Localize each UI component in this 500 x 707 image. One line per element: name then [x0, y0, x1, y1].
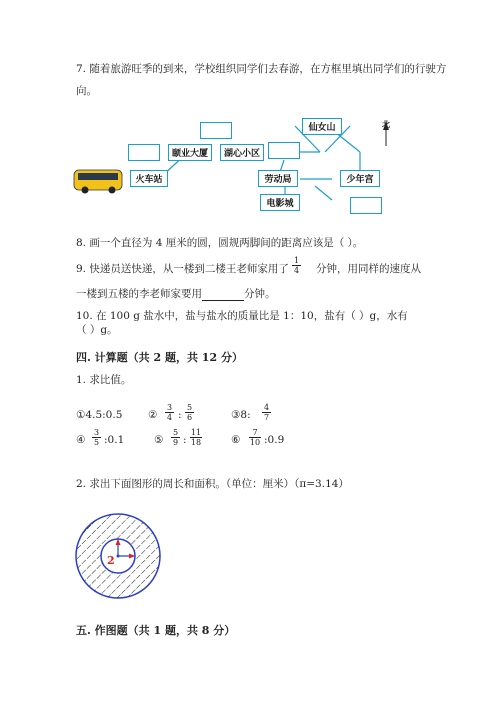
- item-sep: :: [102, 409, 106, 421]
- frac-den: 6: [186, 413, 193, 422]
- answer-box-1[interactable]: [200, 122, 232, 139]
- q10-line1: 10. 在 100 g 盐水中，盐与盐水的质量比是 1：10，盐有（ ）g，水有: [76, 310, 408, 322]
- annulus-drawing: [74, 512, 162, 600]
- ratio-item-6: [231, 433, 240, 447]
- label-laodongju: 劳动局: [258, 170, 298, 187]
- ratio-item-4: [76, 433, 85, 447]
- q9-frac-den: 4: [293, 266, 300, 275]
- ratio-item-2-b: [185, 403, 194, 422]
- direction-map: [70, 112, 410, 220]
- item-mark: ④: [76, 434, 86, 446]
- item-sep: :: [264, 434, 268, 446]
- frac-num: 3: [166, 403, 173, 412]
- frac-den: 7: [263, 413, 270, 422]
- frac-num: 4: [263, 403, 270, 412]
- frac-num: 5: [186, 403, 193, 412]
- ratio-item-2: [148, 408, 157, 422]
- item-mark: ⑥: [231, 434, 241, 446]
- q8-text: 8. 画一个直径为 4 厘米的圆，圆规两脚间的距离应该是（ ）。: [76, 237, 364, 249]
- item-b: 0.1: [107, 434, 125, 446]
- ratio-item-5-sep: :: [183, 434, 187, 446]
- section5-title: 五. 作图题（共 1 题，共 8 分）: [76, 624, 236, 637]
- ratio-item-6-a: [249, 428, 261, 447]
- label-xiannvshan: 仙女山: [302, 118, 342, 135]
- q7-line2: 向。: [76, 85, 97, 97]
- frac-num: 5: [172, 428, 179, 437]
- item-mark: ⑤: [154, 434, 164, 446]
- item-mark: ③: [231, 409, 241, 421]
- label-dianyingcheng: 电影城: [260, 194, 300, 211]
- q9-part2: 分钟，用同样的速度从: [316, 263, 421, 275]
- item-b: 0.5: [105, 409, 123, 421]
- answer-box-3[interactable]: [268, 142, 300, 159]
- label-yiye: 颐业大厦: [168, 144, 212, 161]
- q9-part1: 9. 快递员送快递，从一楼到二楼王老师家用了: [76, 263, 289, 275]
- label-shaoniangong: 少年宫: [340, 170, 380, 187]
- radius-label: 2: [107, 554, 115, 567]
- frac-den: 5: [93, 438, 100, 447]
- frac-den: 18: [190, 438, 202, 447]
- ratio-item-4-a: [92, 428, 101, 447]
- label-huochezhan: 火车站: [130, 170, 168, 187]
- annulus-figure: [74, 512, 162, 600]
- frac-num: 3: [93, 428, 100, 437]
- ratio-item-3-b: [262, 403, 271, 422]
- ratio-item-5-a: [171, 428, 180, 447]
- item-sep: :: [104, 434, 108, 446]
- frac-num: 7: [252, 428, 258, 437]
- ratio-item-2-sep: :: [178, 409, 182, 421]
- q9-line2: [76, 287, 276, 301]
- item-sep: :: [247, 409, 251, 421]
- item-mark: ②: [148, 409, 158, 421]
- ratio-item-3: [231, 408, 251, 422]
- label-huxin: 湖心小区: [220, 144, 264, 161]
- frac-den: 9: [172, 438, 179, 447]
- ratio-item-4-rest: [104, 433, 124, 447]
- ratio-item-5-b: [190, 428, 202, 447]
- q7-line1: 7. 随着旅游旺季的到来，学校组织同学们去春游，在方框里填出同学们的行驶方: [76, 63, 447, 75]
- ratio-item-2-a: [165, 403, 174, 422]
- q9-line2-post: 分钟。: [244, 288, 276, 300]
- answer-box-2[interactable]: [128, 144, 160, 161]
- section4-title: 四. 计算题（共 2 题，共 12 分）: [76, 351, 243, 364]
- item-a: 8: [240, 409, 248, 421]
- calc2-title: 2. 求出下面图形的周长和面积。（单位：厘米）（π=3.14）: [76, 478, 349, 490]
- q9-line2-pre: 一楼到五楼的李老师家要用: [76, 288, 202, 300]
- frac-num: 11: [190, 428, 202, 437]
- answer-box-4[interactable]: [350, 197, 382, 214]
- bus-icon: [74, 170, 122, 194]
- calc1-title: 1. 求比值。: [76, 374, 132, 386]
- item-mark: ①: [76, 409, 86, 421]
- q9-answer-blank[interactable]: [202, 290, 244, 301]
- q9-frac-num: 1: [293, 256, 300, 265]
- ratio-item-5: [154, 433, 163, 447]
- item-a: 4.5: [85, 409, 103, 421]
- ratio-item-6-rest: [264, 433, 284, 447]
- ratio-item-1: [76, 408, 122, 422]
- q10-line2: （ ）g。: [76, 324, 118, 336]
- item-b: 0.9: [267, 434, 285, 446]
- north-label: 北: [382, 120, 390, 129]
- frac-den: 4: [166, 413, 173, 422]
- frac-den: 10: [249, 438, 261, 447]
- q9-fraction: [292, 256, 301, 275]
